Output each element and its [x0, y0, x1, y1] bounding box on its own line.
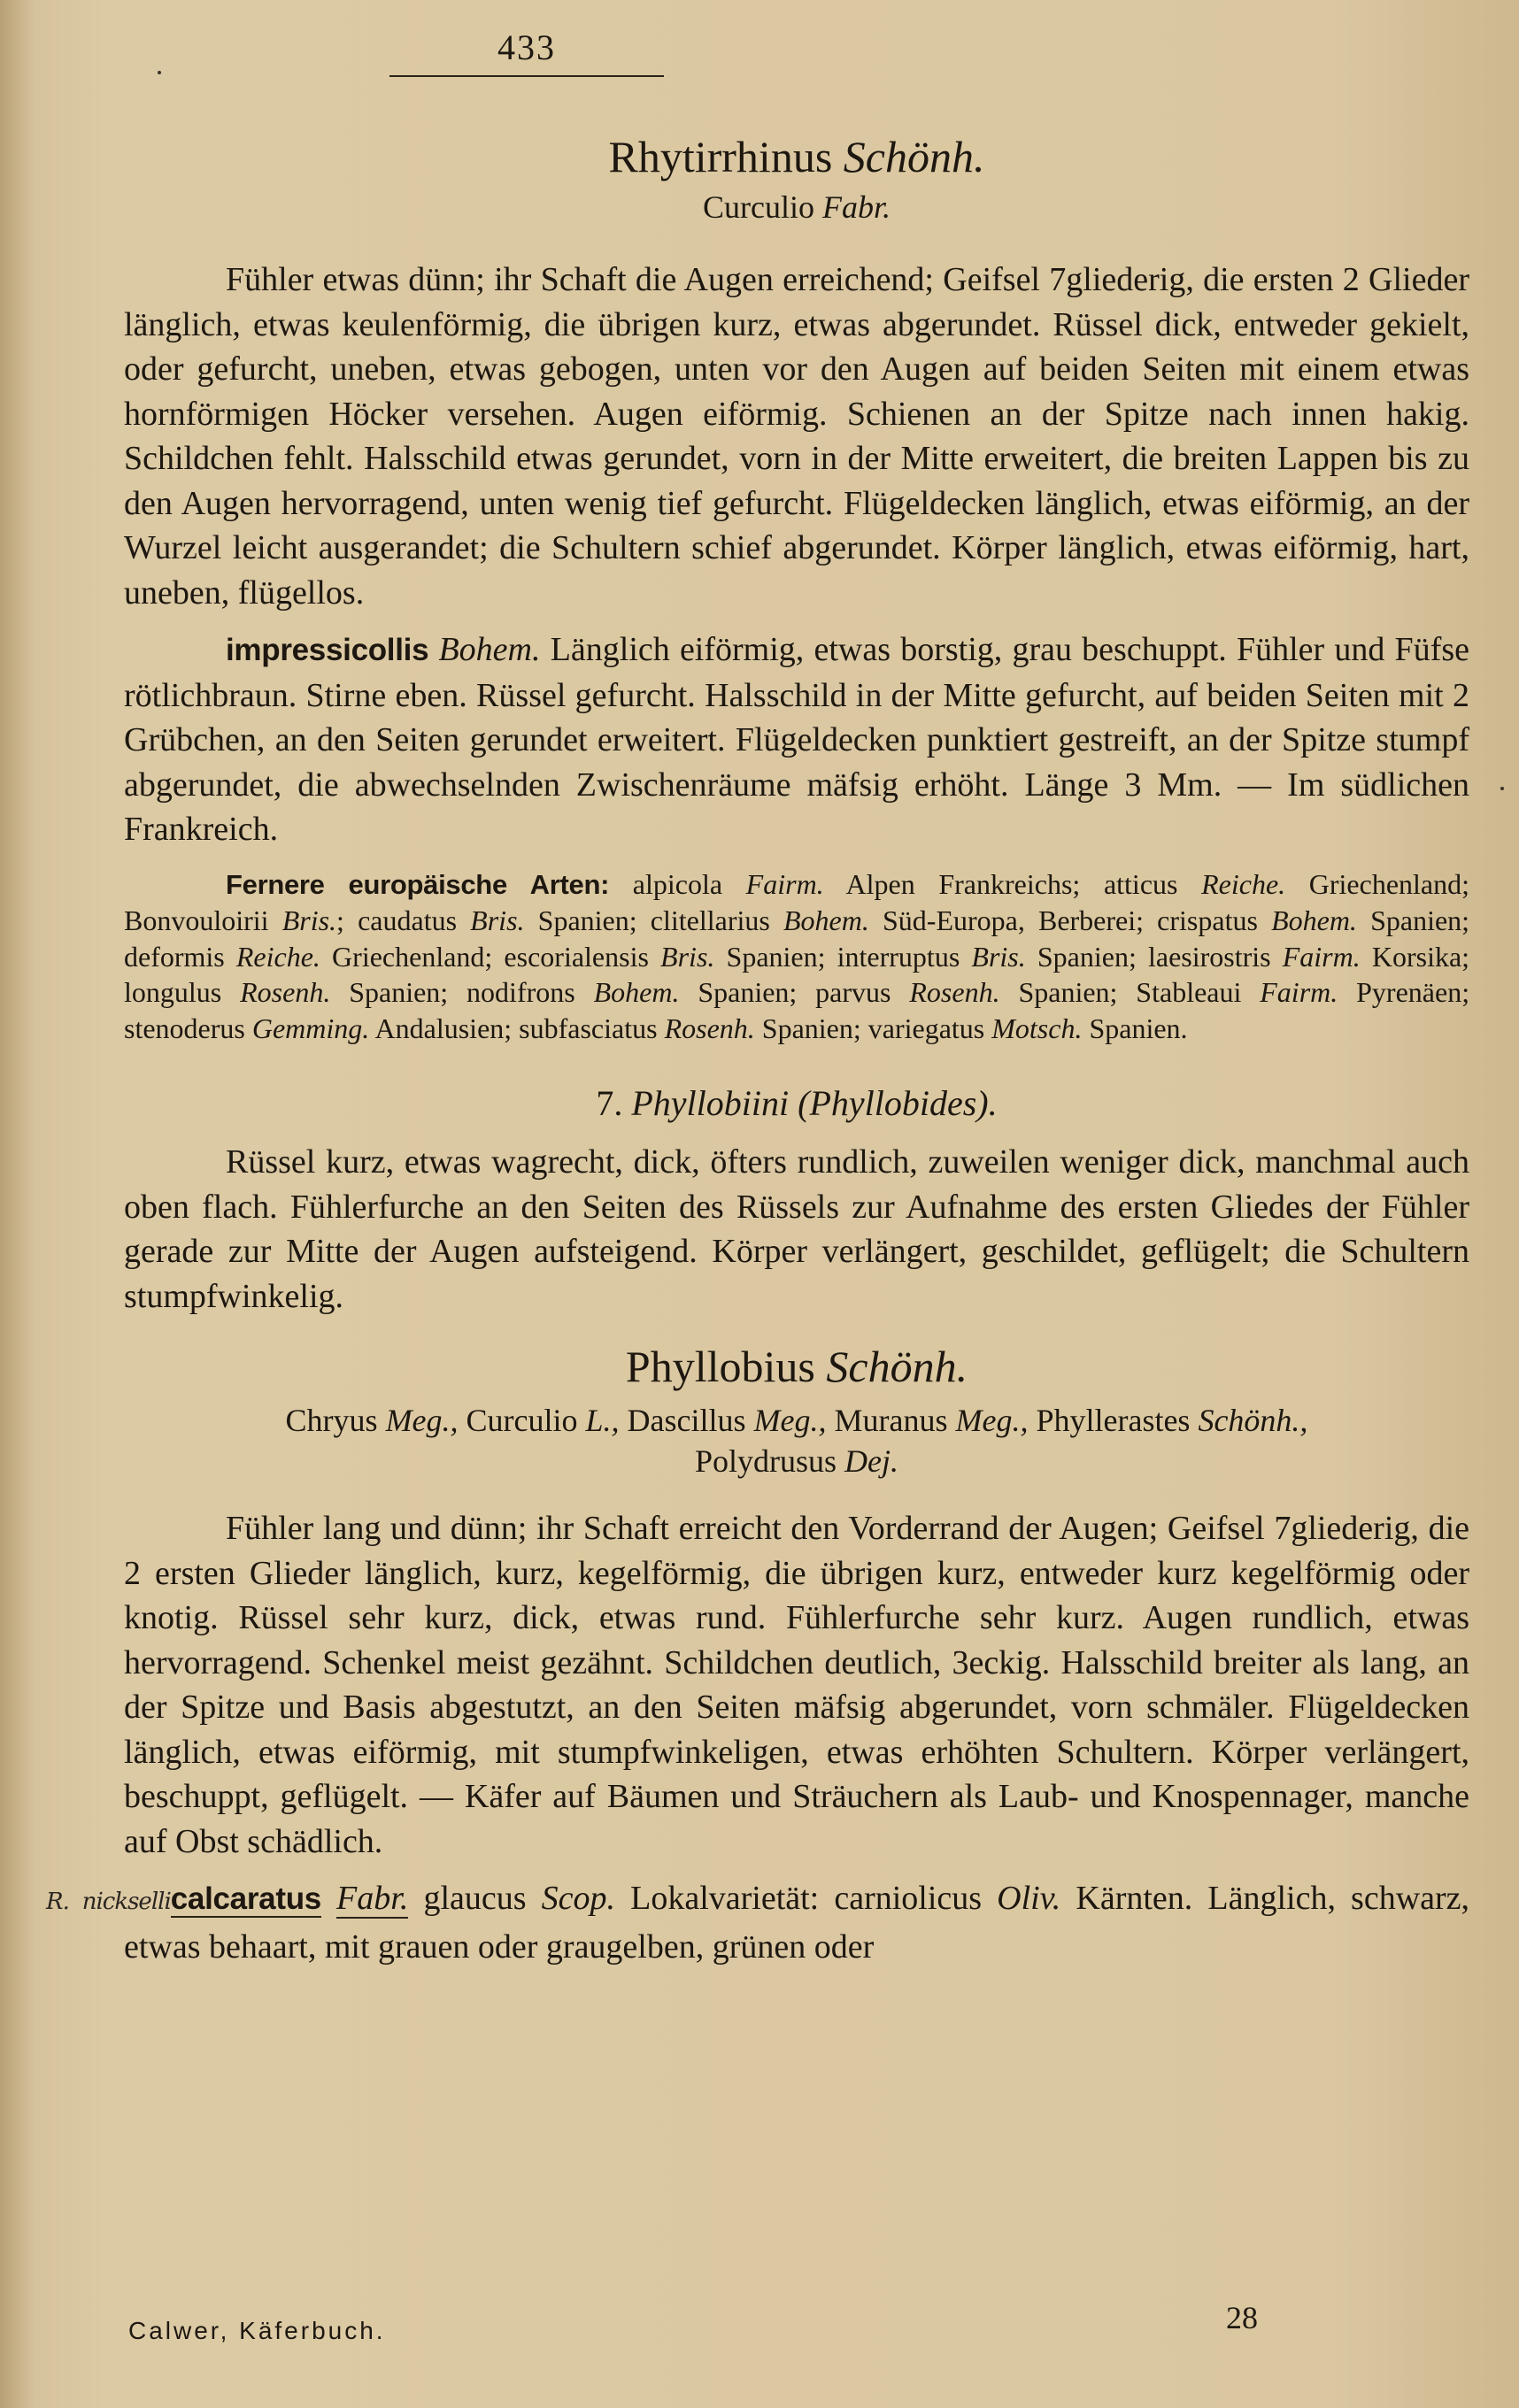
other-species-author: Gemming. [251, 1012, 370, 1044]
synonym-name: Chryus [285, 1403, 378, 1438]
variety-author: Oliv. [997, 1880, 1061, 1917]
other-species-entry [124, 941, 492, 973]
other-species-entry [837, 941, 1137, 973]
other-species-locality: Alpen Frankreichs; [845, 867, 1081, 900]
other-species-locality: Spanien; [1370, 904, 1470, 936]
other-species-name: clitellarius [650, 904, 770, 936]
genus-author: Schönh. [843, 132, 985, 181]
other-species-entry [466, 976, 797, 1008]
other-species-name: parvus [815, 976, 891, 1008]
other-species-name: escorialensis [504, 940, 649, 973]
other-species-locality: ; [336, 904, 344, 936]
handwritten-note: R. nickselli [46, 1889, 171, 1915]
synonym-name: Dascillus [627, 1403, 746, 1438]
other-species-author: Bris. [971, 940, 1026, 973]
tribe-heading [124, 1081, 1469, 1126]
tribe-alt-name: (Phyllobides). [798, 1083, 998, 1123]
synonym-name: Polydrusus [694, 1443, 837, 1479]
speck [158, 71, 161, 74]
other-species-name: nodifrons [466, 976, 575, 1008]
other-species-author: Reiche. [1201, 867, 1286, 900]
genus-synonym-list [124, 1400, 1469, 1481]
other-species-author: Motsch. [991, 1012, 1083, 1044]
synonym-author: Meg., [955, 1403, 1029, 1438]
species-name: calcaratus [170, 1881, 321, 1916]
species-entry-calcaratus [46, 1876, 1470, 1969]
other-species-name: variegatus [867, 1012, 985, 1044]
other-species-author: Bohem. [783, 904, 869, 936]
other-species-locality: Spanien; [726, 940, 826, 973]
other-species-author: Fairm. [745, 867, 824, 900]
other-species-author: Reiche. [235, 940, 320, 973]
other-species-entry [815, 976, 1117, 1008]
synonym-author: Scop. [541, 1880, 616, 1917]
other-species-name: subfasciatus [519, 1012, 658, 1044]
other-species-author: Bris. [660, 940, 715, 973]
other-species-author: Rosenh. [240, 976, 331, 1008]
genus-synonym [124, 187, 1469, 227]
other-species-locality: Andalusien; [374, 1012, 513, 1044]
synonym-name: Curculio [466, 1403, 578, 1438]
other-species-locality: Griechenland; [1308, 867, 1470, 900]
other-species-name: deformis [124, 940, 225, 973]
page-number: 433 [389, 27, 664, 77]
synonym-name: Muranus [834, 1403, 948, 1438]
other-species-entry [1136, 976, 1469, 1008]
other-species-author: Fairm. [1260, 976, 1338, 1008]
other-species-name: alpicola [632, 867, 723, 900]
synonym-author: Meg., [753, 1403, 827, 1438]
other-species-name: longulus [124, 976, 222, 1008]
other-species-locality: Spanien; [1018, 976, 1118, 1008]
other-species-author: Rosenh. [664, 1012, 755, 1044]
other-species-author: Bris. [281, 904, 337, 936]
other-species-entry [124, 904, 344, 936]
other-species-name: Stableaui [1136, 976, 1242, 1008]
species-description: Kärnten. Länglich, schwarz, etwas behaart, mit grauen oder graugelben, grünen oder [124, 1880, 1470, 1966]
other-species-locality: Korsika; [1371, 940, 1470, 973]
other-species-entry [633, 868, 1081, 900]
synonym-name: glaucus [423, 1880, 527, 1917]
other-species-locality: Spanien; [349, 976, 449, 1008]
other-species-locality: Pyrenäen; [1356, 976, 1470, 1008]
other-species-entry [358, 904, 637, 936]
other-species-author: Bohem. [593, 976, 680, 1008]
other-species-name: Bonvouloirii [124, 904, 269, 936]
tribe-name: Phyllobiini [631, 1083, 790, 1123]
other-species-name: atticus [1103, 867, 1178, 900]
other-species-heading: Fernere europäische Arten: [226, 868, 610, 900]
species-description: Länglich eiförmig, etwas borstig, grau beschuppt. Fühler und Füfse rötlichbraun. Stirne eben. Rüssel gefurcht. Halsschild in der Mitte gefurcht, auf beiden Seiten mit 2 Grübchen, an den Seiten gerundet erweitert. Flügeldecken punktiert gestreift, an der Spitze stumpf abgerundet, die abwechselnden Zwischenräume mäfsig erhöht. Länge 3 Mm. — Im südlichen Frankreich. [124, 631, 1470, 848]
other-species-name: interruptus [837, 940, 960, 973]
other-species-author: Bris. [470, 904, 525, 936]
other-species-locality: Spanien; [1037, 940, 1137, 973]
genus-name: Rhytirrhinus [608, 132, 833, 181]
other-species-author: Bohem. [1271, 904, 1357, 936]
other-species-entry [519, 1012, 861, 1044]
other-species-locality: Spanien; [761, 1012, 861, 1044]
other-species-entry [504, 941, 825, 973]
synonym-author: Meg., [385, 1403, 459, 1438]
other-species-entry [1104, 868, 1469, 900]
species-entry-impressicollis [124, 627, 1469, 852]
synonym-author: Fabr. [821, 189, 891, 225]
other-species-entry [1148, 941, 1469, 973]
synonym-author: Schönh., [1198, 1403, 1308, 1438]
synonym-author: Dej. [844, 1443, 898, 1479]
other-species-locality: Spanien; [698, 976, 798, 1008]
genus-heading-phyllobius [124, 1340, 1469, 1393]
synonym-name: Curculio [703, 189, 814, 225]
footer-book-title: Calwer, Käferbuch. [128, 2317, 386, 2344]
other-species-entry [124, 1012, 512, 1044]
other-species-author: Fairm. [1282, 940, 1361, 973]
other-species-entry [868, 1012, 1188, 1044]
synonym-name: Phyllerastes [1036, 1403, 1191, 1438]
speck [1500, 787, 1504, 790]
tribe-description: Rüssel kurz, etwas wagrecht, dick, öfters rundlich, zuweilen weniger dick, manchmal auch oben flach. Fühlerfurche an den Seiten des Rüssels zur Aufnahme des ersten Gliedes der Fühler gerade zur Mitte der Augen aufsteigend. Körper verlängert, geschildet, geflügelt; die Schultern stumpfwinkelig. [124, 1143, 1469, 1315]
genus-description: Fühler etwas dünn; ihr Schaft die Augen erreichend; Geifsel 7gliederig, die ersten 2 Glieder länglich, etwas keulenförmig, die übrigen kurz, etwas abgerundet. Rüssel dick, entweder gekielt, oder gefurcht, uneben, etwas gebogen, unten vor den Augen auf beiden Seiten mit einem etwas hornförmigen Höcker versehen. Augen eiförmig. Schienen an der Spitze nach innen hakig. Schildchen fehlt. Halsschild etwas gerundet, vorn in der Mitte erweitert, die breiten Lappen bis zu den Augen hervorragend, unten wenig tief gefurcht. Flügeldecken länglich, etwas eiförmig, an der Wurzel leicht ausgerandet; die Schultern schief abgerundet. Körper länglich, etwas eiförmig, hart, uneben, flügellos. [124, 261, 1469, 612]
other-species-list [124, 866, 1469, 1047]
variety-label: Lokalvarietät: carniolicus [630, 1880, 983, 1917]
other-species-name: caudatus [358, 904, 458, 936]
page-content [46, 27, 1470, 1969]
other-species-entry [1157, 904, 1469, 936]
other-species-name: stenoderus [124, 1012, 245, 1044]
tribe-number: 7. [596, 1083, 623, 1123]
species-name: impressicollis [226, 633, 429, 667]
other-species-entry [124, 976, 448, 1008]
genus-author: Schönh. [826, 1342, 968, 1391]
other-species-entry [651, 904, 1144, 936]
synonym-author: L., [585, 1403, 620, 1438]
other-species-name: laesirostris [1147, 940, 1271, 973]
other-species-locality: Spanien. [1089, 1012, 1188, 1044]
genus-name: Phyllobius [625, 1342, 815, 1391]
other-species-locality: Süd-Europa, Berberei; [882, 904, 1145, 936]
other-species-locality: Griechenland; [332, 940, 493, 973]
genus-heading-rhytirrhinus [124, 130, 1469, 183]
species-author: Bohem. [438, 631, 541, 668]
signature-mark: 28 [1226, 2300, 1258, 2335]
other-species-author: Rosenh. [909, 976, 1000, 1008]
species-author: Fabr. [336, 1880, 409, 1917]
genus-description: Fühler lang und dünn; ihr Schaft erreicht den Vorderrand der Augen; Geifsel 7gliederig, die 2 ersten Glieder länglich, kurz, kegelförmig, die übrigen kurz, entweder kurz kegelförmig oder knotig. Rüssel sehr kurz, dick, etwas rund. Fühlerfurche sehr kurz. Augen rundlich, etwas hervorragend. Schenkel meist gezähnt. Schildchen deutlich, 3eckig. Halsschild breiter als lang, an der Spitze und Basis abgestutzt, an den Seiten mäfsig abgerundet, vorn schmäler. Flügeldecken länglich, etwas eiförmig, mit stumpfwinkeligen, etwas erhöhten Schultern. Körper verlängert, beschuppt, geflügelt. — Käfer auf Bäumen und Sträuchern als Laub- und Knospennager, manche auf Obst schädlich. [124, 1510, 1469, 1860]
other-species-name: crispatus [1157, 904, 1258, 936]
other-species-locality: Spanien; [537, 904, 637, 936]
